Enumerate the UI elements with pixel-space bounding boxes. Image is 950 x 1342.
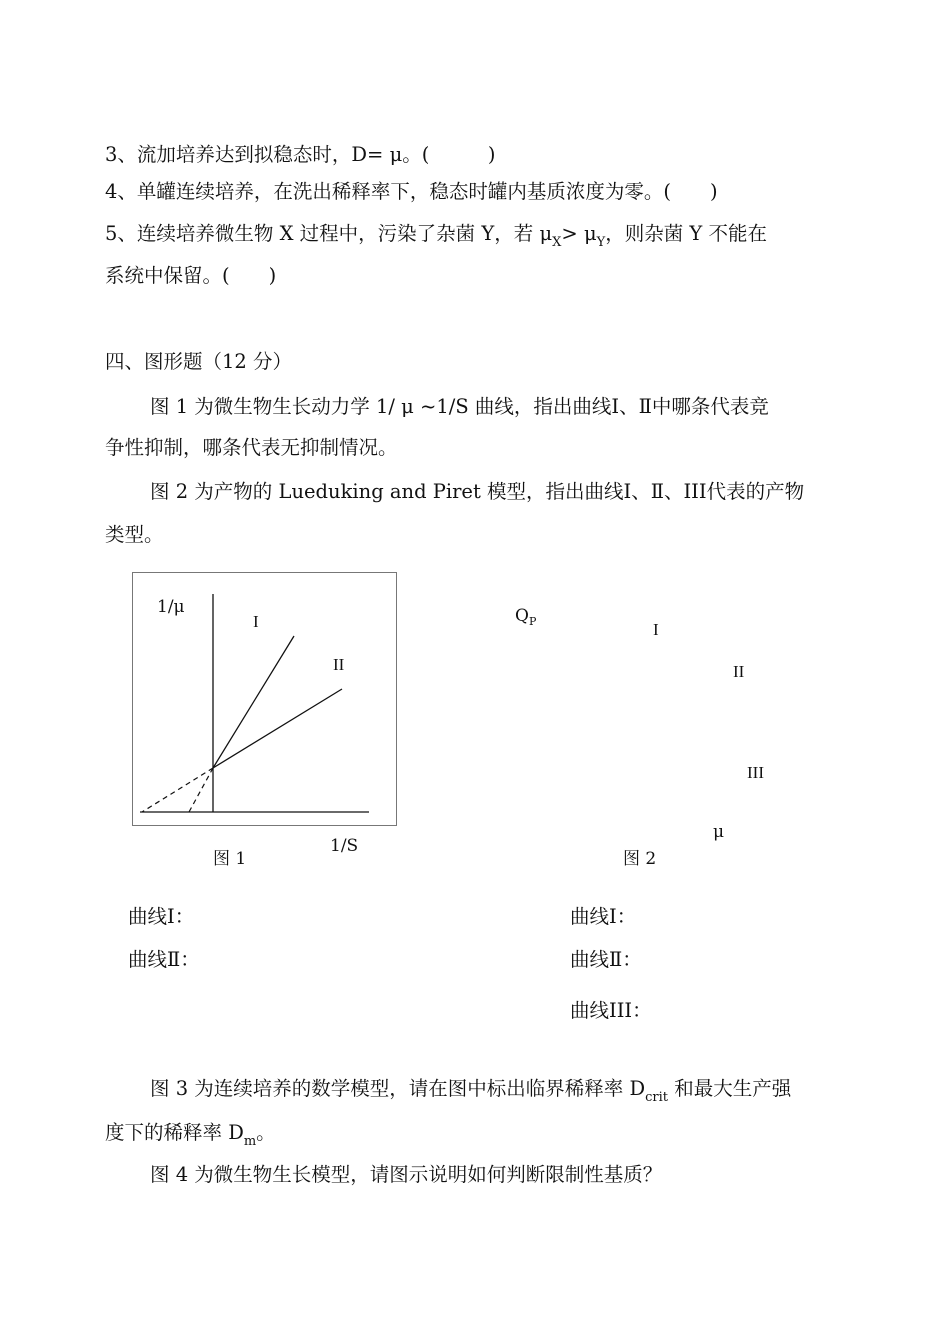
answer-fig1-curve-2: 曲线Ⅱ：	[128, 948, 200, 971]
fig1-curve-1-label: I	[253, 612, 259, 631]
q5-sub-y: Y	[596, 235, 606, 250]
fig1-curve-1	[213, 636, 294, 768]
q5-text-a: 5、连续培养微生物 X 过程中，污染了杂菌 Y，若 μ	[105, 222, 553, 245]
fig3-text-b: 和最大生产强	[668, 1077, 792, 1100]
fig2-curve-2-label: II	[733, 662, 745, 681]
fig1-x-label: 1/S	[330, 836, 359, 856]
q5-text-c: ，则杂菌 Y 不能在	[605, 222, 767, 245]
fig1-instruction-line1: 图 1 为微生物生长动力学 1/ μ ~1/S 曲线，指出曲线Ⅰ、Ⅱ中哪条代表竞	[150, 395, 769, 418]
fig2-y-label	[515, 606, 536, 626]
question-3: 3、流加培养达到拟稳态时，D= μ。( )	[105, 143, 496, 166]
fig2-y-label-sub: P	[528, 615, 537, 628]
fig3-sub-crit: crit	[645, 1090, 669, 1105]
question-4: 4、单罐连续培养，在洗出稀释率下，稳态时罐内基质浓度为零。( )	[105, 180, 718, 203]
fig2-curve-3-label: III	[747, 763, 764, 782]
answer-fig1-curve-1: 曲线Ⅰ：	[128, 905, 195, 928]
fig1-curve-1-extrapolation	[189, 768, 213, 812]
fig1-instruction-line2: 争性抑制，哪条代表无抑制情况。	[105, 436, 398, 459]
fig1-curve-2	[213, 689, 342, 768]
answer-fig2-curve-1: 曲线Ⅰ：	[570, 905, 637, 928]
fig1-curve-2-label: II	[333, 655, 345, 674]
fig2-curve-1-label: I	[653, 620, 659, 639]
fig2-caption: 图 2	[623, 849, 657, 869]
section-heading: 四、图形题（12 分）	[105, 350, 293, 373]
fig1-caption: 图 1	[213, 849, 247, 869]
question-5	[105, 222, 767, 249]
fig3-sub-m: m	[243, 1134, 257, 1149]
fig1-curve-2-extrapolation	[142, 768, 213, 812]
fig2-instruction-line2: 类型。	[105, 523, 164, 546]
fig3-line2-text-a: 度下的稀释率 D	[105, 1121, 244, 1144]
fig4-instruction: 图 4 为微生物生长模型，请图示说明如何判断限制性基质？	[150, 1163, 663, 1186]
fig3-text-a: 图 3 为连续培养的数学模型，请在图中标出临界稀释率 D	[150, 1077, 646, 1100]
fig1-y-label: 1/μ	[157, 597, 185, 617]
fig2-instruction-line1: 图 2 为产物的 Lueduking and Piret 模型，指出曲线Ⅰ、Ⅱ、III代表的产物	[150, 480, 805, 503]
fig3-instruction-line1	[150, 1077, 791, 1104]
q5-text-b: > μ	[561, 222, 597, 245]
fig3-line2-text-b: 。	[256, 1121, 276, 1144]
answer-fig2-curve-3: 曲线III：	[570, 999, 652, 1022]
fig3-instruction-line2	[105, 1121, 276, 1148]
question-5-line2: 系统中保留。( )	[105, 264, 277, 287]
q5-sub-x: X	[552, 235, 562, 250]
answer-fig2-curve-2: 曲线Ⅱ：	[570, 948, 642, 971]
fig2-x-label: μ	[713, 822, 725, 842]
fig2-y-label-text: Q	[515, 606, 529, 626]
